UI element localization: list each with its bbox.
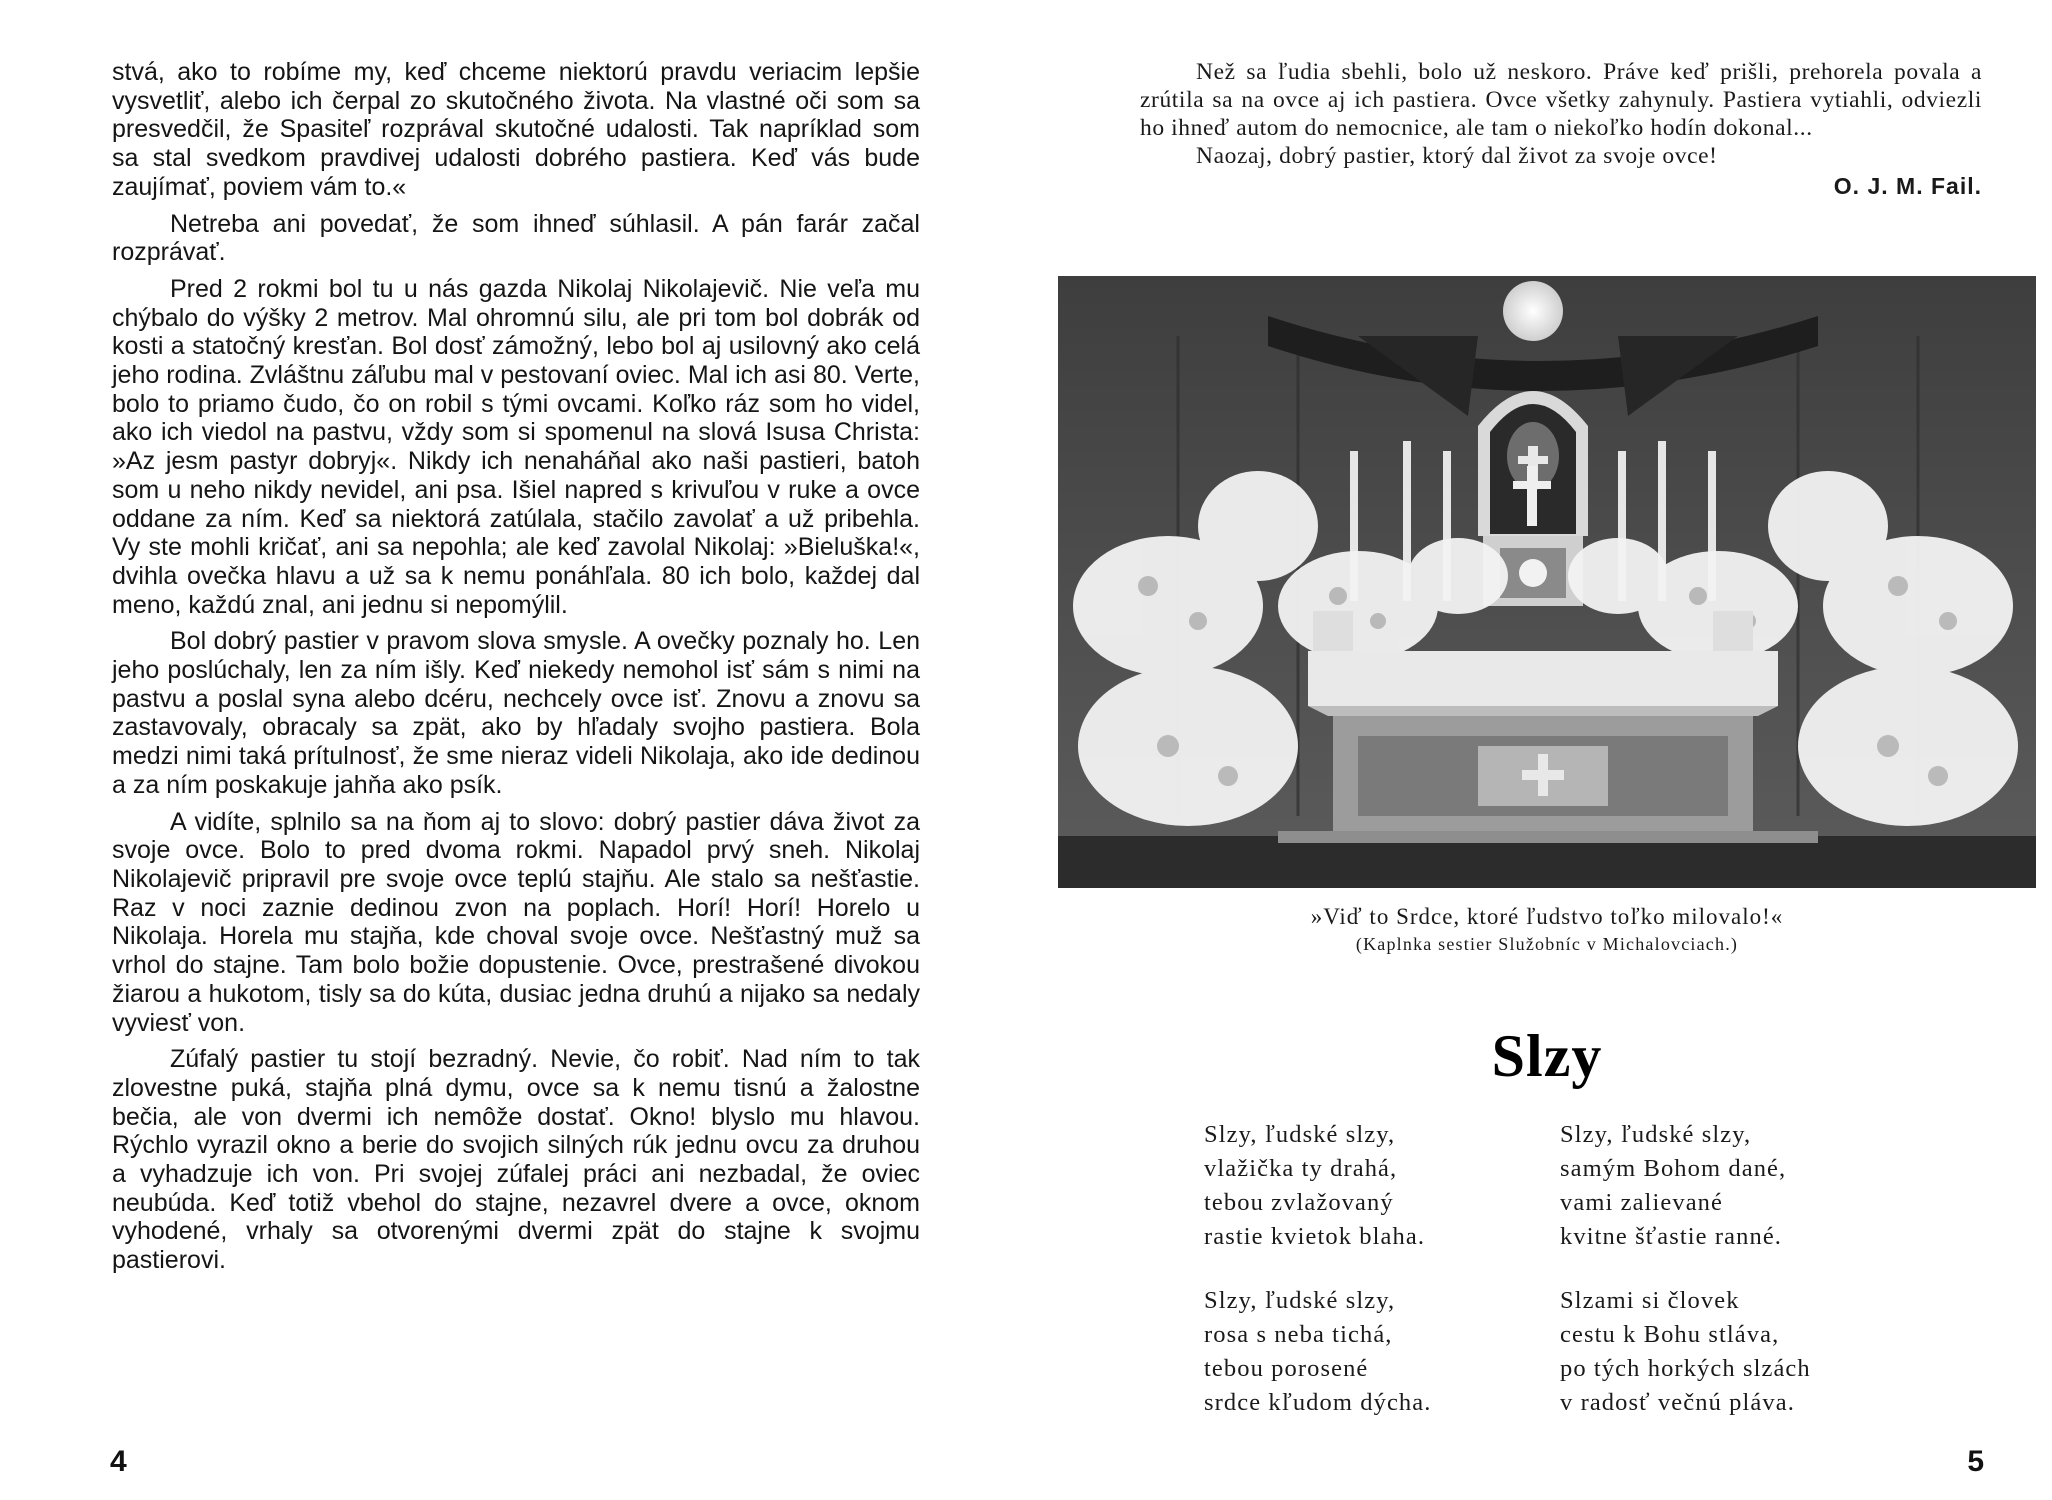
paragraph: Netreba ani povedať, že som ihneď súhlasil. A pán farár začal rozprávať. bbox=[112, 209, 920, 267]
paragraph: Naozaj, dobrý pastier, ktorý dal život za svoje ovce! bbox=[1196, 143, 1718, 169]
poem-line: Slzami si človek bbox=[1560, 1287, 1740, 1314]
author-signature: O. J. M. Fail. bbox=[1833, 173, 1982, 199]
caption-quote: »Viď to Srdce, ktoré ľudstvo toľko milovalo!« bbox=[1310, 904, 1784, 929]
paragraph: A vidíte, splnilo sa na ňom aj to slovo: dobrý pastier dáva život za svoje ovce. Bolo to pred dvoma rokmi. Napadol prvý sneh. Nikolaj Nikolajevič pripravil pre svoje ovce teplú stajňu. Ale stalo sa nešťastie. Raz v noci zaznie dedinou zvon na poplach. Horí! Horí! Horelo u Nikolaja. Horela mu stajňa, kde choval svoje ovce. Nešťastný muž sa vrhol do stajne. Tam bolo božie dopustenie. Ovce, prestrašené divokou žiarou a hukotom, tisly sa do kúta, dusiac jedna druhú a nijako sa nedaly vyviesť von. bbox=[112, 807, 920, 1037]
left-article-text bbox=[112, 58, 920, 1283]
poem-line: rosa s neba tichá, bbox=[1204, 1321, 1393, 1348]
photo-caption bbox=[1058, 904, 2036, 955]
paragraph: Zúfalý pastier tu stojí bezradný. Nevie, čo robiť. Nad ním to tak zlovestne puká, stajňa plná dymu, ovce sa k nemu tisnú a žalostne bečia, ale von dvermi ich nemôže dostať. Okno! blyslo mu hlavou. Rýchlo vyrazil okno a berie do svojich silných rúk jednu ovcu za druhou a vyhadzuje ich von. Pri svojej zúfalej práci ani nezbadal, že oviec neubúda. Keď totiž vbehol do stajne, nezavrel dvere a ovce, oknom vyhodené, vrhaly sa otvorenými dvermi zpät do stajne k svojmu pastierovi. bbox=[112, 1045, 920, 1275]
paragraph: stvá, ako to robíme my, keď chceme niektorú pravdu veriacim lepšie vysvetliť, alebo ich čerpal zo skutočného života. Na vlastné oči som sa presvedčil, že Spasiteľ rozprával skutočné udalosti. Tak napríklad som sa stal svedkom pravdivej udalosti dobrého pastiera. Keď vás bude zaujímať, poviem vám to.« bbox=[112, 58, 920, 201]
poem-line: tebou porosené bbox=[1204, 1355, 1369, 1382]
poem-line: vlažička ty drahá, bbox=[1204, 1155, 1398, 1182]
poem-line: tebou zvlažovaný bbox=[1204, 1189, 1394, 1216]
altar-image bbox=[1058, 276, 2036, 888]
right-page bbox=[1026, 0, 2052, 1500]
poem-title: Slzy bbox=[1491, 1023, 1603, 1089]
paragraph: Bol dobrý pastier v pravom slova smysle. A ovečky poznaly ho. Len jeho poslúchaly, len za ním išly. Keď niekedy nemohol isť sám s nimi na pastvu a poslal syna alebo dcéru, nechcely ovce isť. Znovu a znovu sa zastavovaly, obracaly sa zpät, ako by hľadaly svojho pastiera. Bola medzi nimi taká prítulnosť, že sme nieraz videli Nikolaja, ako ide dedinou a za ním poskakuje jahňa ako psík. bbox=[112, 627, 920, 799]
article-ending bbox=[1140, 58, 1982, 200]
chapel-altar-photo bbox=[1058, 276, 2036, 888]
poem-stanza bbox=[1560, 1118, 1786, 1254]
poem-stanza bbox=[1560, 1284, 1811, 1420]
poem-stanza bbox=[1204, 1118, 1425, 1254]
poem-line: cestu k Bohu stláva, bbox=[1560, 1321, 1780, 1348]
poem-line: srdce kľudom dýcha. bbox=[1204, 1389, 1432, 1416]
poem-line: po tých horkých slzách bbox=[1560, 1355, 1811, 1382]
paragraph: Pred 2 rokmi bol tu u nás gazda Nikolaj Nikolajevič. Nie veľa mu chýbalo do výšky 2 metrov. Mal ohromnú silu, ale pri tom bol dobrák od kosti a statočný kresťan. Bol dosť zámožný, lebo bol aj usilovný ako celá jeho rodina. Zvláštnu záľubu mal v pestovaní oviec. Mal ich asi 80. Verte, bolo to priamo čudo, čo on robil s tými ovcami. Koľko ráz som ho videl, ako ich viedol na pastvu, vždy som si spomenul na slová Isusa Christa: »Az jesm pastyr dobryj«. Nikdy ich nenaháňal ako naši pastieri, batoh som u neho nikdy nevidel, ani psa. Išiel napred s krivuľou v ruke a ovce oddane za ním. Keď sa niektorá zatúlala, stačilo zavolať a už pribehla. Vy ste mohli kričať, ani sa nepohla; ale keď zavolal Nikolaj: »Bieluška!«, dvihla ovečka hlavu a už sa k nemu ponáhľala. 80 ich bolo, každej dal meno, každú znal, ani jednu si nepomýlil. bbox=[112, 274, 920, 619]
poem-line: samým Bohom dané, bbox=[1560, 1155, 1787, 1182]
poem-line: vami zalievané bbox=[1560, 1189, 1723, 1216]
poem-stanza bbox=[1204, 1284, 1431, 1420]
poem-line: Slzy, ľudské slzy, bbox=[1204, 1287, 1396, 1314]
page-number-left: 4 bbox=[110, 1445, 127, 1478]
caption-location: (Kaplnka sestier Služobníc v Michalovciach.) bbox=[1355, 934, 1739, 954]
paragraph: Než sa ľudia sbehli, bolo už neskoro. Práve keď prišli, prehorela povala a zrútila sa na ovce aj ich pastiera. Ovce všetky zahynuly. Pastiera vytiahli, odviezli ho ihneď autom do nemocnice, ale tam o niekoľko hodín dokonal... bbox=[1140, 59, 1982, 141]
poem-line: Slzy, ľudské slzy, bbox=[1560, 1121, 1752, 1148]
page-number-right: 5 bbox=[1967, 1445, 1984, 1478]
poem-line: kvitne šťastie ranné. bbox=[1560, 1223, 1783, 1250]
poem-line: rastie kvietok blaha. bbox=[1204, 1223, 1426, 1250]
poem-line: Slzy, ľudské slzy, bbox=[1204, 1121, 1396, 1148]
poem-line: v radosť večnú pláva. bbox=[1560, 1389, 1795, 1416]
